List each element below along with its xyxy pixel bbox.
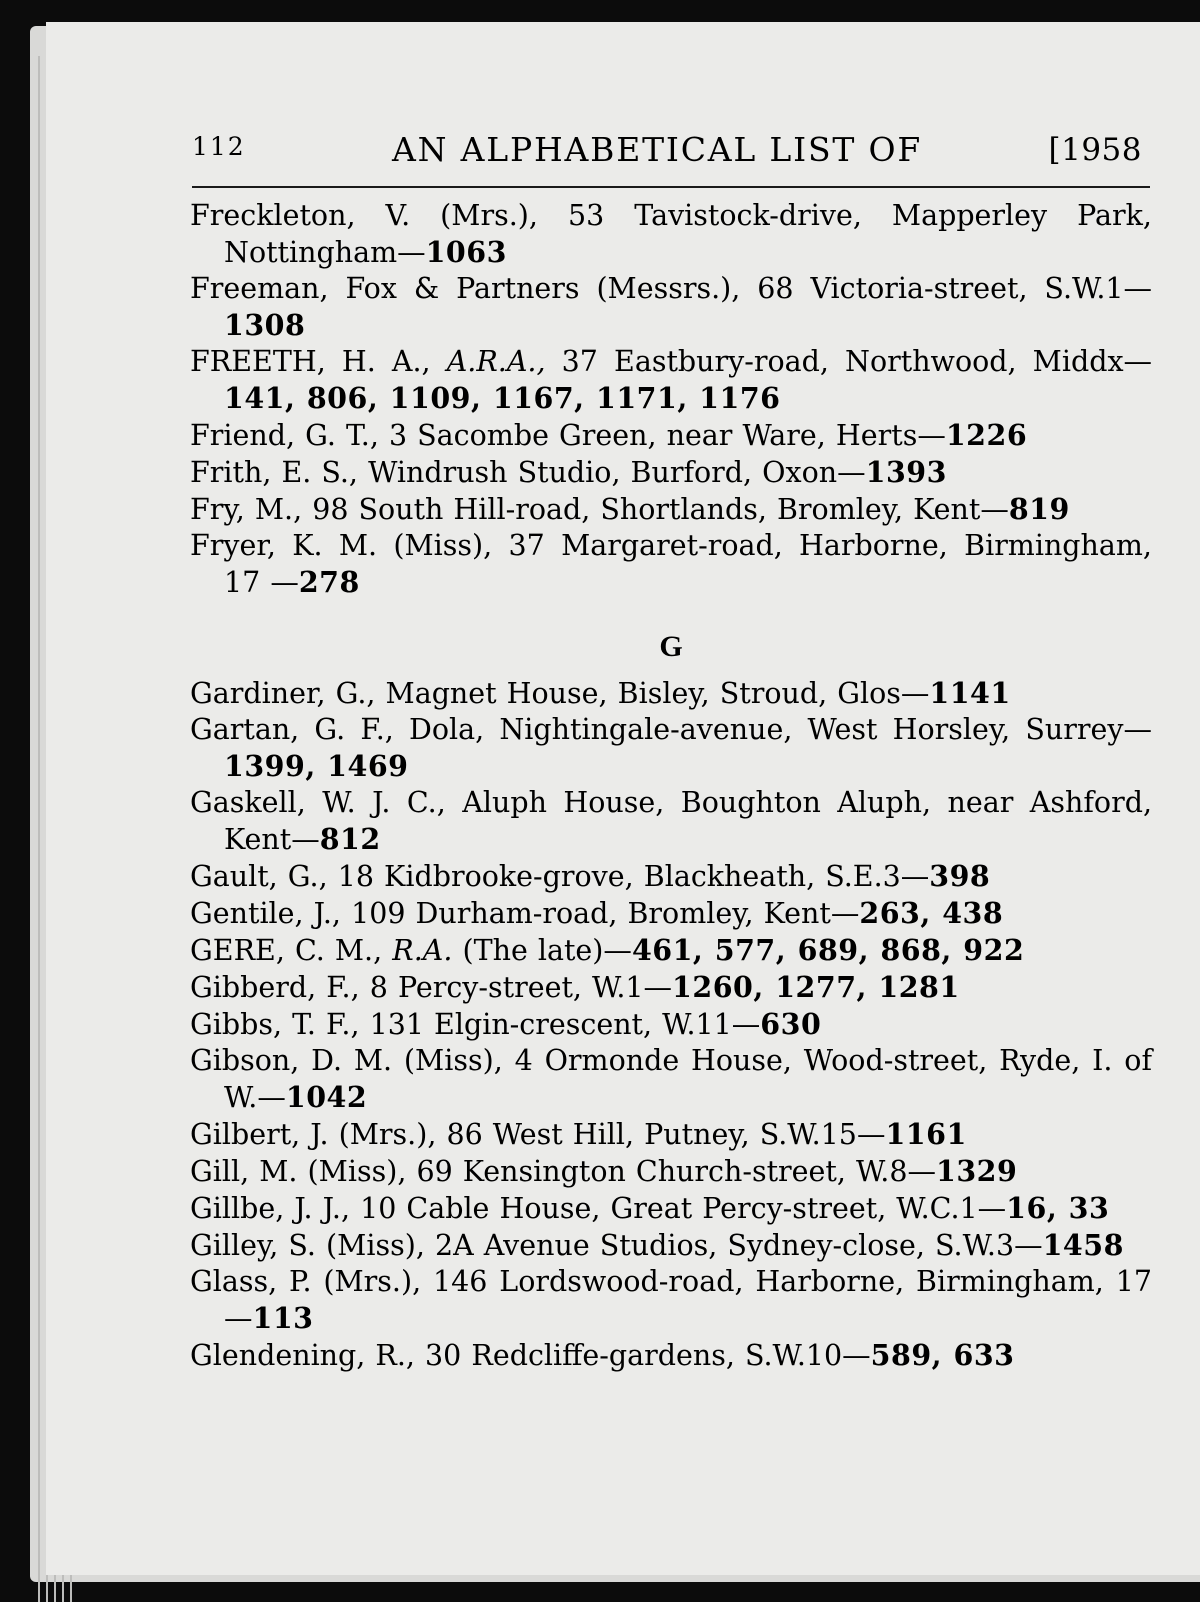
entry-refs: 589, 633 xyxy=(870,1338,1015,1372)
entry-refs: 1161 xyxy=(885,1117,967,1151)
entry-name: Gibbs, T. F., xyxy=(190,1008,360,1041)
entry-name: Gilbert, J. (Mrs.), xyxy=(190,1118,437,1151)
entry-name: Gardiner, G., xyxy=(190,677,376,710)
list-entry xyxy=(190,1190,1152,1227)
entry-distinction: A.R.A., xyxy=(446,345,546,378)
entry-address: 37 Eastbury-road, Northwood, Middx— xyxy=(561,345,1153,378)
list-entry xyxy=(190,198,1152,271)
entry-address: Windrush Studio, Burford, Oxon— xyxy=(368,456,866,489)
entry-address: 4 Ormonde House, Wood-street, Ryde, I. of W.— xyxy=(224,1044,1152,1114)
list-entry xyxy=(190,1006,1152,1043)
entry-refs: 630 xyxy=(760,1007,822,1041)
entry-address: 86 West Hill, Putney, S.W.15— xyxy=(446,1118,886,1151)
entry-refs: 1458 xyxy=(1042,1228,1124,1262)
entry-refs: 1260, 1277, 1281 xyxy=(672,970,960,1004)
page-edge xyxy=(38,56,40,1602)
list-entry xyxy=(190,491,1152,528)
entry-list xyxy=(190,198,1152,1374)
section-heading-g: G xyxy=(659,630,683,663)
entry-name: Gentile, J., xyxy=(190,897,341,930)
entry-refs: 113 xyxy=(252,1301,314,1335)
entry-refs: 278 xyxy=(298,565,360,599)
entry-name: Gault, G., xyxy=(190,860,328,893)
entry-name: Gartan, G. F., xyxy=(190,713,394,746)
entry-refs: 16, 33 xyxy=(1006,1191,1110,1225)
entry-name: Frith, E. S., xyxy=(190,456,358,489)
entry-address: 109 Durham-road, Bromley, Kent— xyxy=(351,897,860,930)
list-entry xyxy=(190,969,1152,1006)
entry-address: (The late)— xyxy=(462,934,632,967)
list-entry xyxy=(190,344,1152,417)
list-entry xyxy=(190,1043,1152,1116)
entry-refs: 1308 xyxy=(224,308,306,342)
entry-address: 18 Kidbrooke-grove, Blackheath, S.E.3— xyxy=(337,860,930,893)
entry-name: Gillbe, J. J., xyxy=(190,1192,351,1225)
list-entry xyxy=(190,454,1152,491)
entry-name: Gibberd, F., xyxy=(190,971,360,1004)
list-entry xyxy=(190,712,1152,785)
entry-address: 69 Kensington Church-street, W.8— xyxy=(416,1155,936,1188)
entry-address: 68 Victoria-street, S.W.1— xyxy=(757,272,1153,305)
entry-address: 37 Margaret-road, Harborne, Birmingham, 17 — xyxy=(224,529,1152,599)
entry-refs: 398 xyxy=(929,859,991,893)
entry-name: Freeman, Fox & Partners (Messrs.), xyxy=(190,272,741,305)
entry-address: 10 Cable House, Great Percy-street, W.C.1— xyxy=(360,1192,1007,1225)
entry-address: 8 Percy-street, W.1— xyxy=(369,971,673,1004)
entry-address: 98 South Hill-road, Shortlands, Bromley, Kent— xyxy=(312,493,1009,526)
entry-name: GERE, C. M., xyxy=(190,934,383,967)
entry-address: 2A Avenue Studios, Sydney-close, S.W.3— xyxy=(434,1229,1043,1262)
entry-address: 146 Lordswood-road, Harborne, Birmingham, 17— xyxy=(224,1265,1152,1335)
entry-name: Fry, M., xyxy=(190,493,303,526)
entry-name: Friend, G. T., xyxy=(190,419,379,452)
entry-address: Magnet House, Bisley, Stroud, Glos— xyxy=(385,677,930,710)
entry-address: 131 Elgin-crescent, W.11— xyxy=(369,1008,761,1041)
entry-refs: 263, 438 xyxy=(859,896,1004,930)
entry-name: Gilley, S. (Miss), xyxy=(190,1229,425,1262)
entry-address: 53 Tavistock-drive, Mapperley Park, Nottingham— xyxy=(224,199,1152,269)
entry-refs: 1399, 1469 xyxy=(224,749,409,783)
entry-name: Gaskell, W. J. C., xyxy=(190,786,446,819)
entry-refs: 1329 xyxy=(936,1154,1018,1188)
entry-refs: 1393 xyxy=(865,455,947,489)
entry-address: Dola, Nightingale-avenue, West Horsley, Surrey— xyxy=(409,713,1152,746)
entry-name: Gill, M. (Miss), xyxy=(190,1155,407,1188)
entry-refs: 141, 806, 1109, 1167, 1171, 1176 xyxy=(224,381,781,415)
entry-address: 3 Sacombe Green, near Ware, Herts— xyxy=(388,419,946,452)
page-number: 112 xyxy=(192,132,246,161)
entry-refs: 1226 xyxy=(945,418,1028,452)
entry-refs: 461, 577, 689, 868, 922 xyxy=(631,933,1025,967)
list-entry xyxy=(190,1227,1152,1264)
entry-refs: 1063 xyxy=(425,235,507,269)
entry-name: Gibson, D. M. (Miss), xyxy=(190,1044,503,1077)
list-entry xyxy=(190,1264,1152,1337)
entry-name: Glendening, R., xyxy=(190,1339,415,1372)
list-entry xyxy=(190,858,1152,895)
entry-refs: 819 xyxy=(1008,492,1070,526)
list-entry xyxy=(190,271,1152,344)
list-entry xyxy=(190,895,1152,932)
running-head xyxy=(192,130,1152,174)
list-entry xyxy=(190,675,1152,712)
entry-name: Freckleton, V. (Mrs.), xyxy=(190,199,538,232)
entry-name: Glass, P. (Mrs.), xyxy=(190,1265,422,1298)
list-entry xyxy=(190,932,1152,969)
list-entry xyxy=(190,1337,1152,1374)
entry-address: Aluph House, Boughton Aluph, near Ashford, Kent— xyxy=(224,786,1152,856)
list-entry xyxy=(190,1116,1152,1153)
header-rule xyxy=(192,186,1150,188)
list-entry xyxy=(190,417,1152,454)
page-title: AN ALPHABETICAL LIST OF xyxy=(392,130,923,169)
entry-refs: 812 xyxy=(319,822,381,856)
entry-refs: 1042 xyxy=(285,1080,368,1114)
entry-refs: 1141 xyxy=(929,676,1011,710)
entry-name: Fryer, K. M. (Miss), xyxy=(190,529,493,562)
list-entry xyxy=(190,528,1152,601)
year-label: [1958 xyxy=(1048,132,1142,168)
entry-distinction: R.A. xyxy=(392,934,453,967)
list-entry xyxy=(190,1153,1152,1190)
entry-name: FREETH, H. A., xyxy=(190,345,431,378)
list-entry xyxy=(190,785,1152,858)
entry-address: 30 Redcliffe-gardens, S.W.10— xyxy=(425,1339,871,1372)
